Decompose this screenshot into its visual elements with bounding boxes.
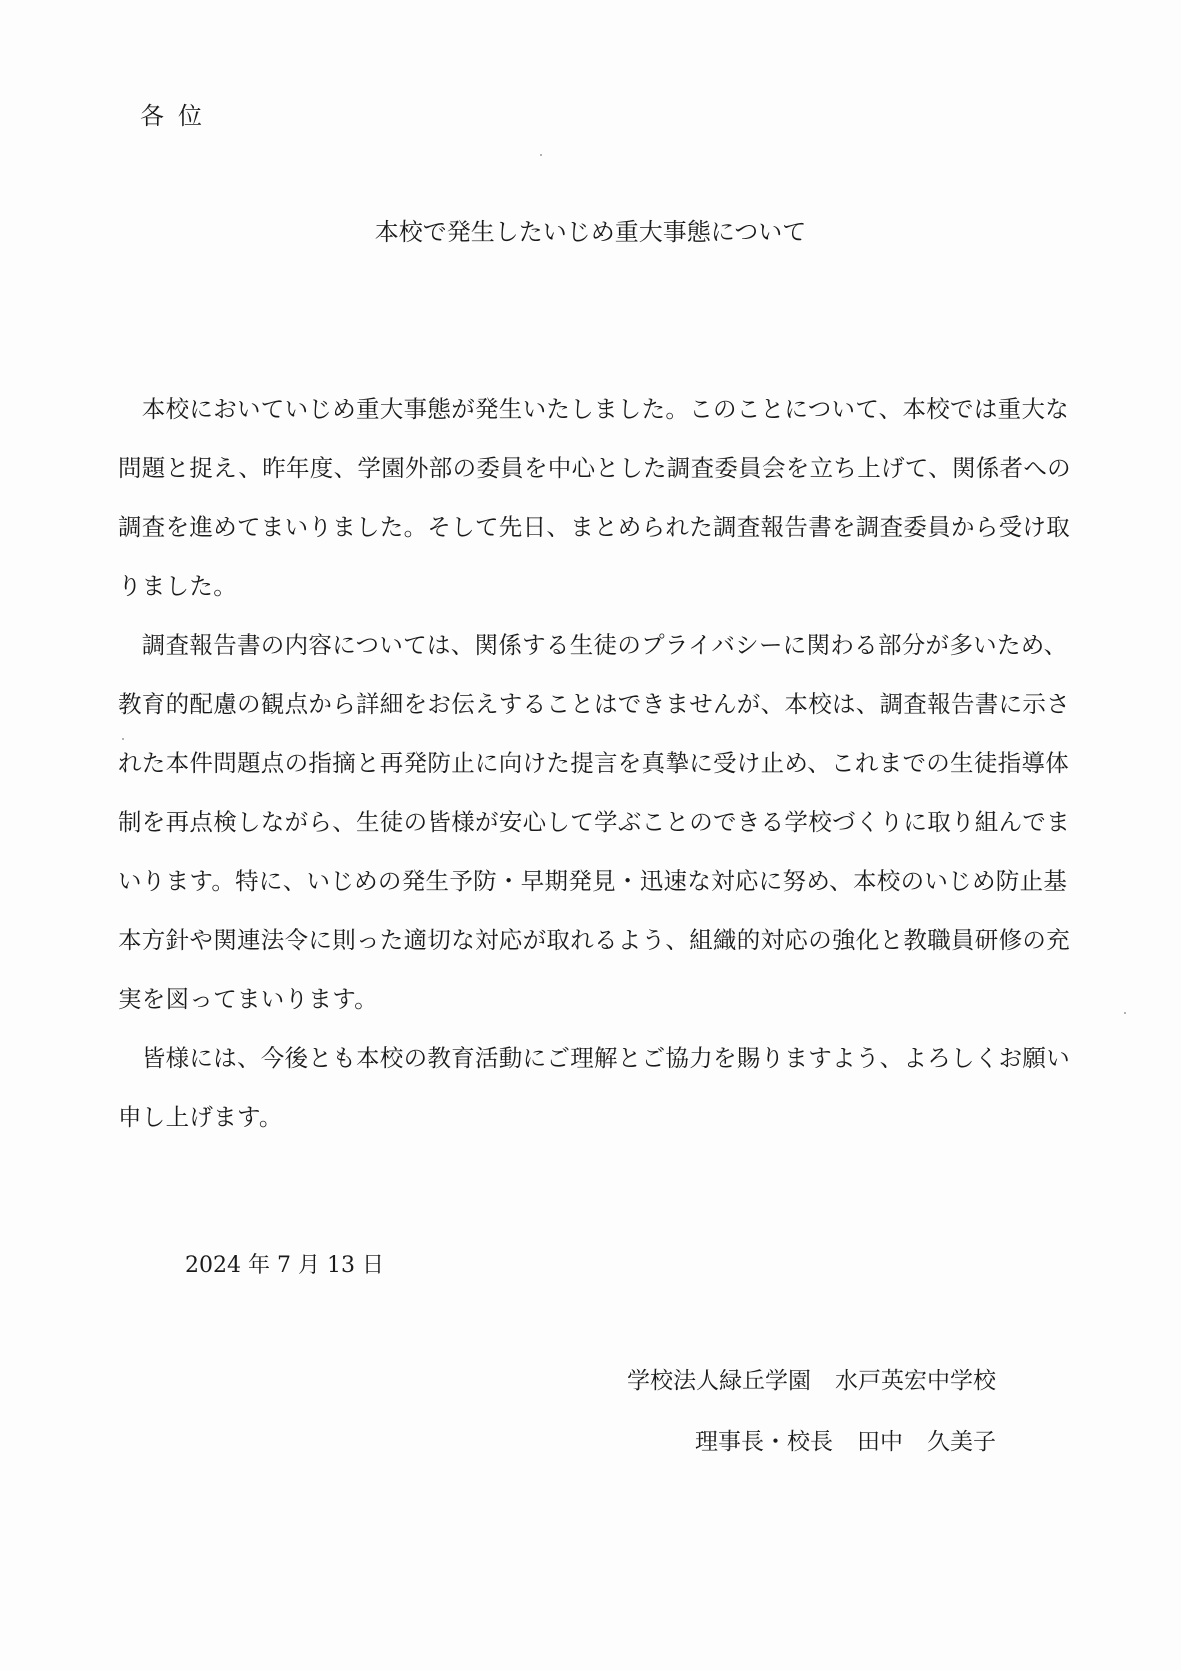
signer-position: 理事長・校長 — [695, 1429, 833, 1455]
issue-date: 2024 年 7 月 13 日 — [185, 1253, 384, 1278]
body-line: 調査報告書の内容については、関係する生徒のプライバシーに関わる部分が多いため、 — [118, 631, 1068, 659]
body-line: 申し上げます。 — [118, 1103, 283, 1131]
body-line: れた本件問題点の指摘と再発防止に向けた提言を真摯に受け止め、これまでの生徒指導体 — [118, 749, 1070, 777]
letter-title: 本校で発生したいじめ重大事態について — [374, 218, 807, 246]
body-line: 実を図ってまいります。 — [118, 985, 378, 1013]
corporation-name: 学校法人緑丘学園 — [627, 1368, 811, 1394]
signer-surname: 田中 — [857, 1429, 903, 1455]
scan-speck — [540, 154, 542, 156]
letter-body — [118, 380, 1078, 1147]
body-line: 教育的配慮の観点から詳細をお伝えすることはできませんが、本校は、調査報告書に示さ — [118, 690, 1070, 718]
school-name: 水戸英宏中学校 — [835, 1368, 996, 1394]
scan-speck — [1124, 1012, 1126, 1014]
signer-given-name: 久美子 — [927, 1429, 996, 1455]
organization — [627, 1363, 996, 1399]
body-line: いります。特に、いじめの発生予防・早期発見・迅速な対応に努め、本校のいじめ防止基 — [118, 867, 1068, 895]
body-line: 問題と捉え、昨年度、学園外部の委員を中心とした調査委員会を立ち上げて、関係者への — [118, 454, 1071, 482]
salutation: 各位 — [140, 102, 216, 130]
body-line: 調査を進めてまいりました。そして先日、まとめられた調査報告書を調査委員から受け取 — [118, 513, 1070, 541]
body-line: 皆様には、今後とも本校の教育活動にご理解とご協力を賜りますよう、よろしくお願い — [118, 1044, 1070, 1072]
signer — [695, 1424, 996, 1460]
body-line: 制を再点検しながら、生徒の皆様が安心して学ぶことのできる学校づくりに取り組んでま — [118, 808, 1070, 836]
body-line: 本校においていじめ重大事態が発生いたしました。このことについて、本校では重大な — [118, 395, 1070, 423]
scan-speck — [122, 738, 124, 740]
body-line: りました。 — [118, 572, 237, 600]
body-line: 本方針や関連法令に則った適切な対応が取れるよう、組織的対応の強化と教職員研修の充 — [118, 926, 1070, 954]
